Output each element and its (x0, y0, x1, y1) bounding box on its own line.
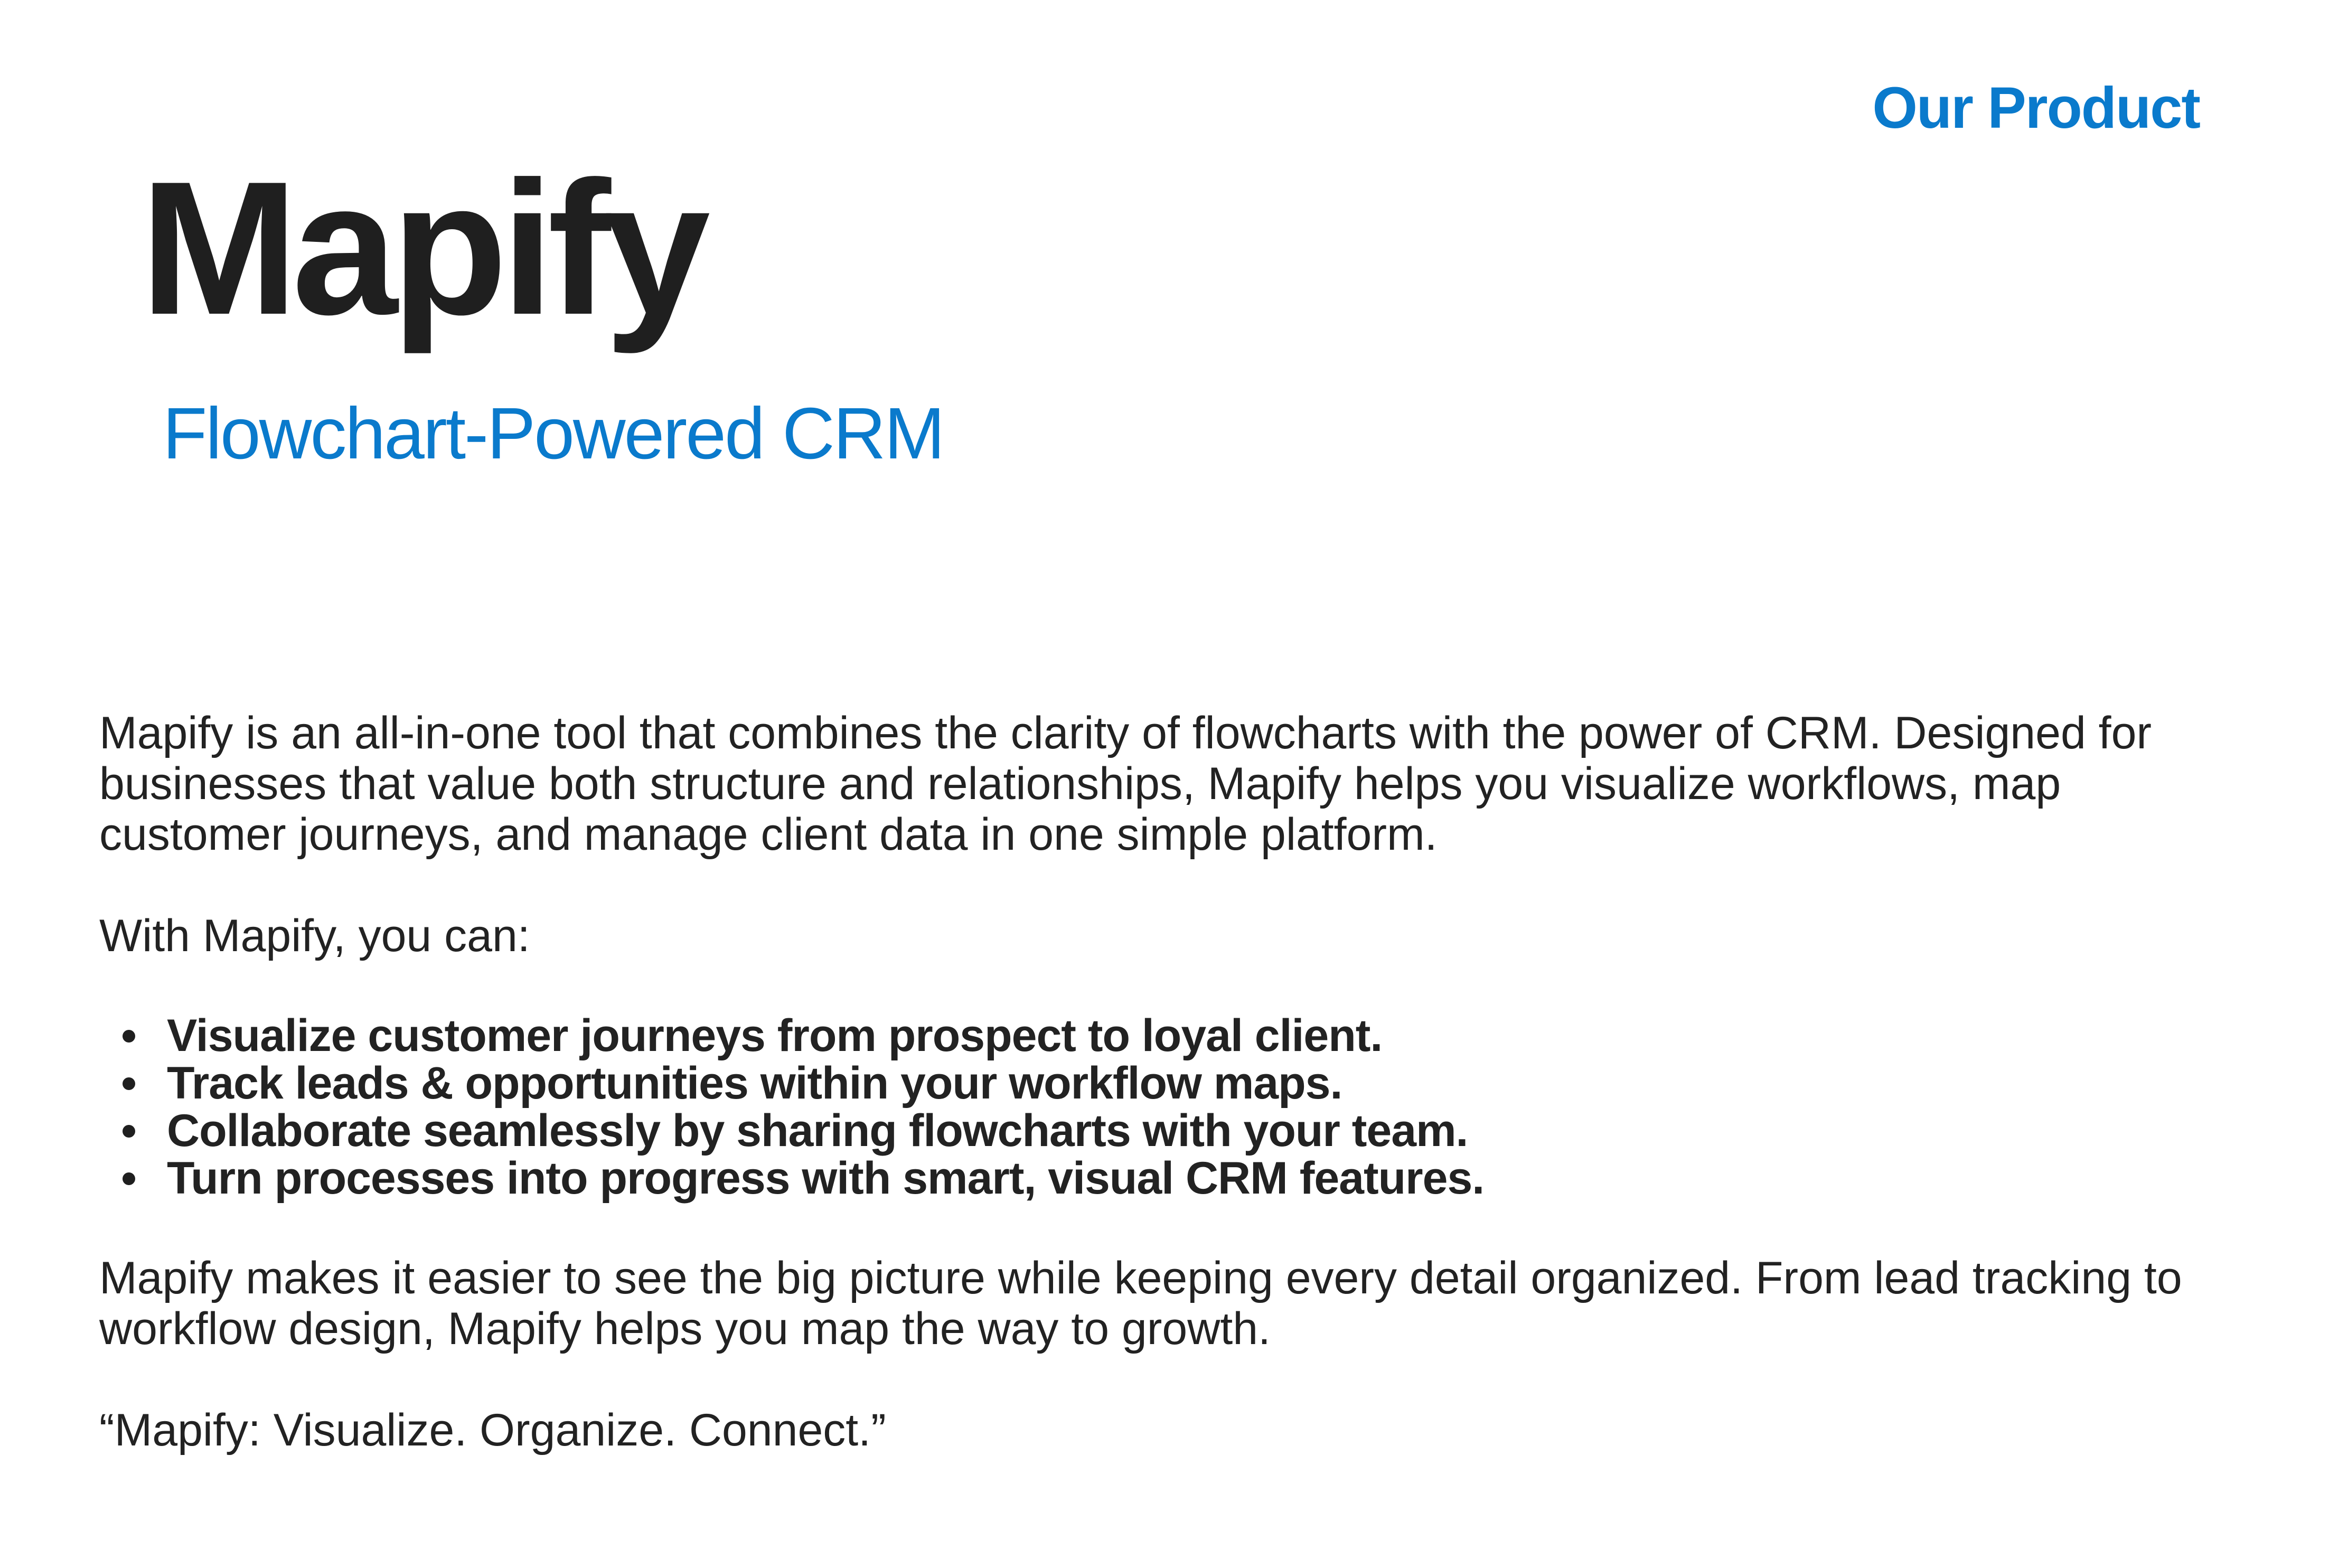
slogan-quote: “Mapify: Visualize. Organize. Connect.” (99, 1405, 886, 1456)
tagline: Flowchart-Powered CRM (163, 393, 944, 474)
list-item: Visualize customer journeys from prospect to loyal client. (167, 1012, 2254, 1059)
section-label: Our Product (1872, 76, 2200, 140)
closing-paragraph: Mapify makes it easier to see the big picture while keeping every detail organized. From lead tracking to workflow design, Mapify helps you map the way to growth. (99, 1253, 2182, 1354)
list-intro: With Mapify, you can: (99, 910, 530, 961)
feature-list (99, 1012, 2254, 1202)
product-description (99, 708, 2254, 1456)
list-item: Turn processes into progress with smart, visual CRM features. (167, 1154, 2254, 1202)
list-item: Track leads & opportunities within your workflow maps. (167, 1059, 2254, 1107)
list-item: Collaborate seamlessly by sharing flowcharts with your team. (167, 1107, 2254, 1154)
brand-title: Mapify (140, 142, 705, 354)
intro-paragraph: Mapify is an all-in-one tool that combines the clarity of flowcharts with the power of CRM. Designed for businesses that value both structure and relationships, Mapify helps you visualize workflows, map customer journeys, and manage client data in one simple platform. (99, 708, 2152, 860)
